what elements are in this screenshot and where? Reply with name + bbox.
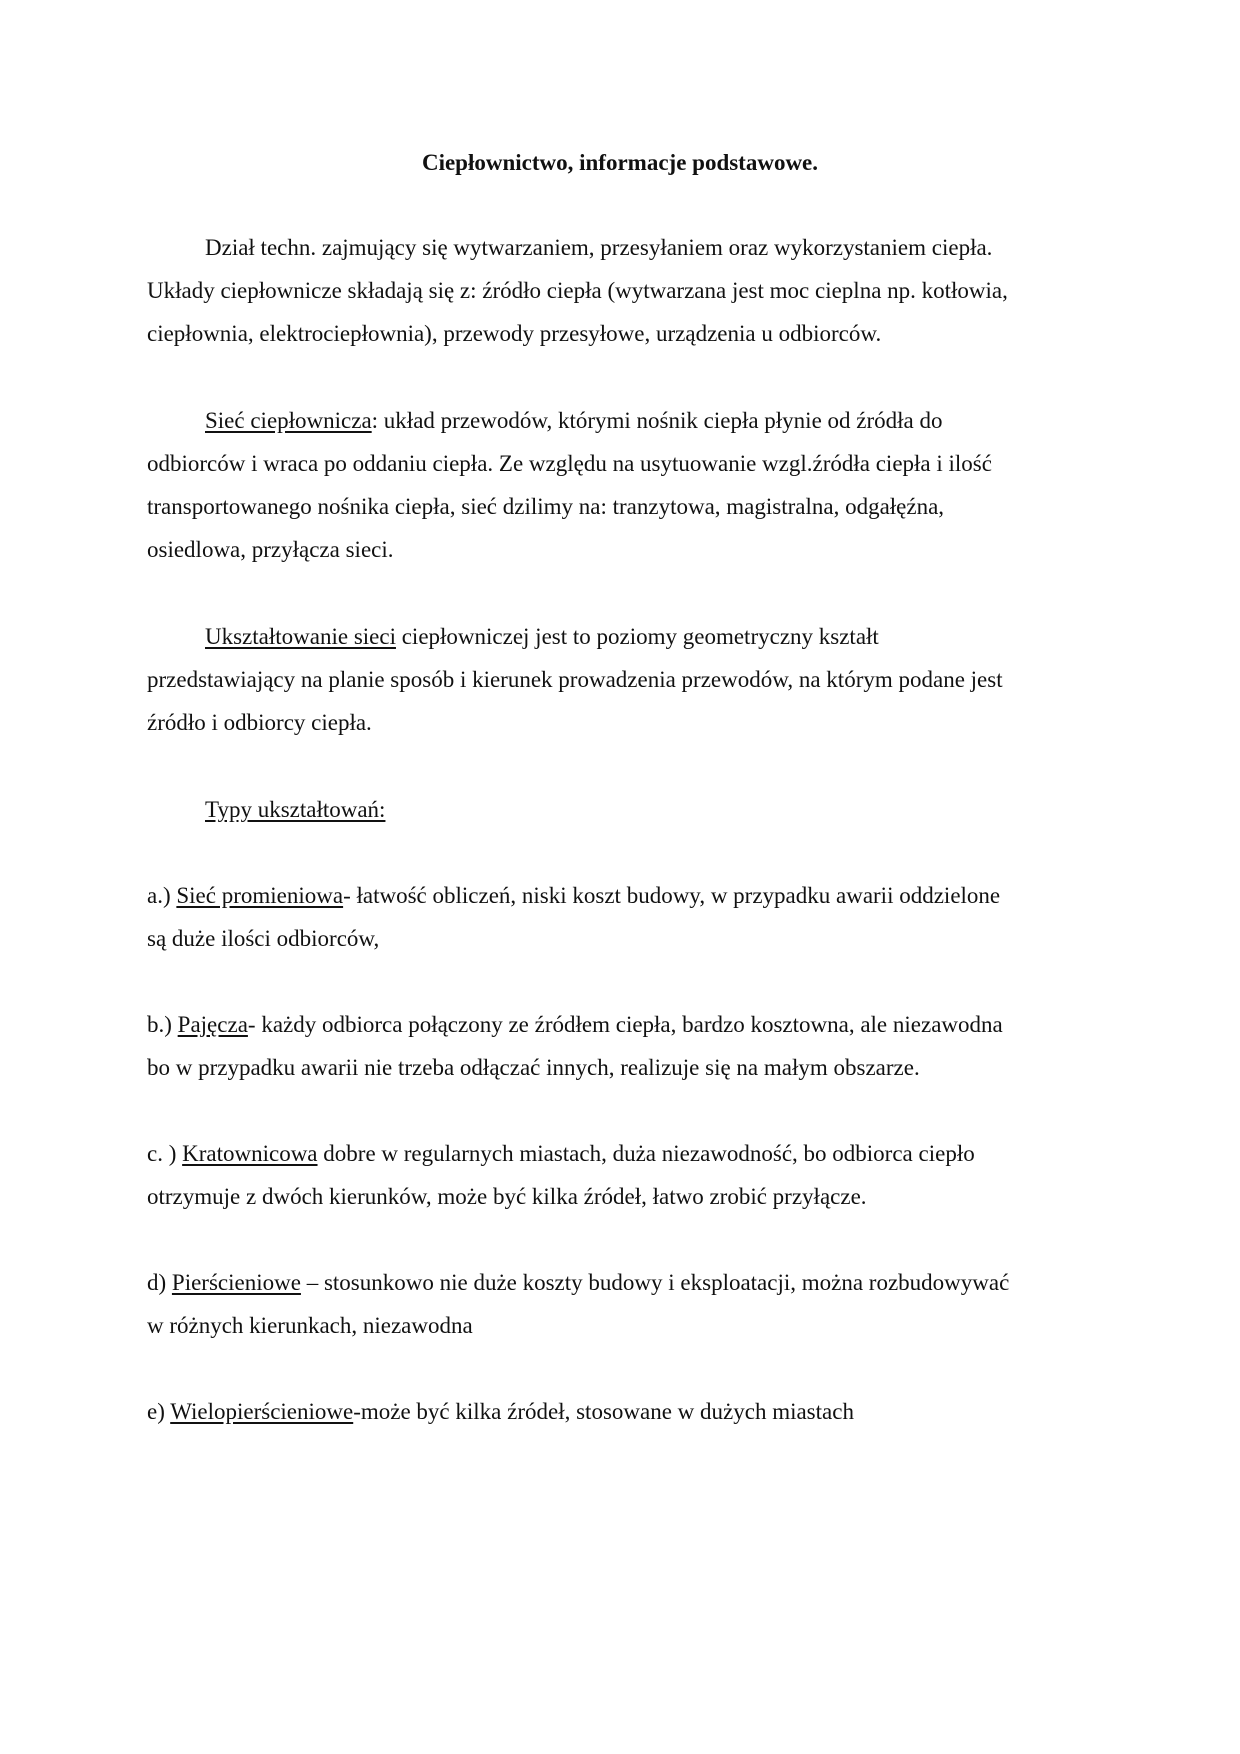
- type-line-1: -może być kilka źródeł, stosowane w dużych miastach: [353, 1399, 854, 1424]
- network-line-1: : układ przewodów, którymi nośnik ciepła płynie od źródła do: [371, 408, 943, 433]
- network-paragraph: [147, 399, 1107, 571]
- type-line-2: są duże ilości odbiorców,: [147, 926, 380, 951]
- type-line-2: otrzymuje z dwóch kierunków, może być kilka źródeł, łatwo zrobić przyłącze.: [147, 1184, 867, 1209]
- type-item-b: [147, 1003, 1107, 1089]
- network-line-4: osiedlowa, przyłącza sieci.: [147, 537, 394, 562]
- type-line-2: w różnych kierunkach, niezawodna: [147, 1313, 473, 1338]
- type-item-e: [147, 1390, 1107, 1433]
- type-prefix: c. ): [147, 1141, 183, 1166]
- type-term: Wielopierścieniowe: [170, 1399, 354, 1424]
- shaping-term: Ukształtowanie sieci: [205, 624, 396, 649]
- type-line-1: - każdy odbiorca połączony ze źródłem ciepła, bardzo kosztowna, ale niezawodna: [247, 1012, 1003, 1037]
- type-line-1: – stosunkowo nie duże koszty budowy i eksploatacji, można rozbudowywać: [300, 1270, 1010, 1295]
- type-item-a: [147, 874, 1107, 960]
- type-term: Pierścieniowe: [171, 1270, 301, 1295]
- type-item-d: [147, 1261, 1107, 1347]
- types-heading-paragraph: [147, 788, 1107, 831]
- type-term: Kratownicowa: [182, 1141, 318, 1166]
- type-item-c: [147, 1132, 1107, 1218]
- type-prefix: d): [147, 1270, 172, 1295]
- type-line-1: dobre w regularnych miastach, duża niezawodność, bo odbiorca ciepło: [317, 1141, 975, 1166]
- page-title: Ciepłownictwo, informacje podstawowe.: [421, 150, 819, 175]
- intro-line-1: Dział techn. zajmujący się wytwarzaniem, przesyłaniem oraz wykorzystaniem ciepła.: [205, 235, 993, 260]
- type-prefix: e): [147, 1399, 171, 1424]
- shaping-paragraph: [147, 615, 1107, 744]
- network-line-2: odbiorców i wraca po oddaniu ciepła. Ze względu na usytuowanie wzgl.źródła ciepła i ilość: [147, 451, 992, 476]
- type-prefix: a.): [147, 883, 177, 908]
- shaping-line-2: przedstawiający na planie sposób i kierunek prowadzenia przewodów, na którym podane jest: [147, 667, 1003, 692]
- types-heading: Typy ukształtowań:: [205, 797, 386, 822]
- type-line-2: bo w przypadku awarii nie trzeba odłączać innych, realizuje się na małym obszarze.: [147, 1055, 920, 1080]
- type-term: Sieć promieniowa: [176, 883, 344, 908]
- intro-paragraph: [147, 226, 1107, 355]
- type-line-1: - łatwość obliczeń, niski koszt budowy, w przypadku awarii oddzielone: [343, 883, 1001, 908]
- type-term: Pajęcza: [177, 1012, 248, 1037]
- network-line-3: transportowanego nośnika ciepła, sieć dzilimy na: tranzytowa, magistralna, odgałęźna,: [147, 494, 945, 519]
- network-term: Sieć ciepłownicza: [205, 408, 372, 433]
- intro-line-3: ciepłownia, elektrociepłownia), przewody przesyłowe, urządzenia u odbiorców.: [147, 321, 882, 346]
- intro-line-2: Układy ciepłownicze składają się z: źródło ciepła (wytwarzana jest moc cieplna np. kotłowia,: [147, 278, 1008, 303]
- shaping-line-3: źródło i odbiorcy ciepła.: [147, 710, 372, 735]
- shaping-line-1: ciepłowniczej jest to poziomy geometryczny kształt: [395, 624, 879, 649]
- type-prefix: b.): [147, 1012, 178, 1037]
